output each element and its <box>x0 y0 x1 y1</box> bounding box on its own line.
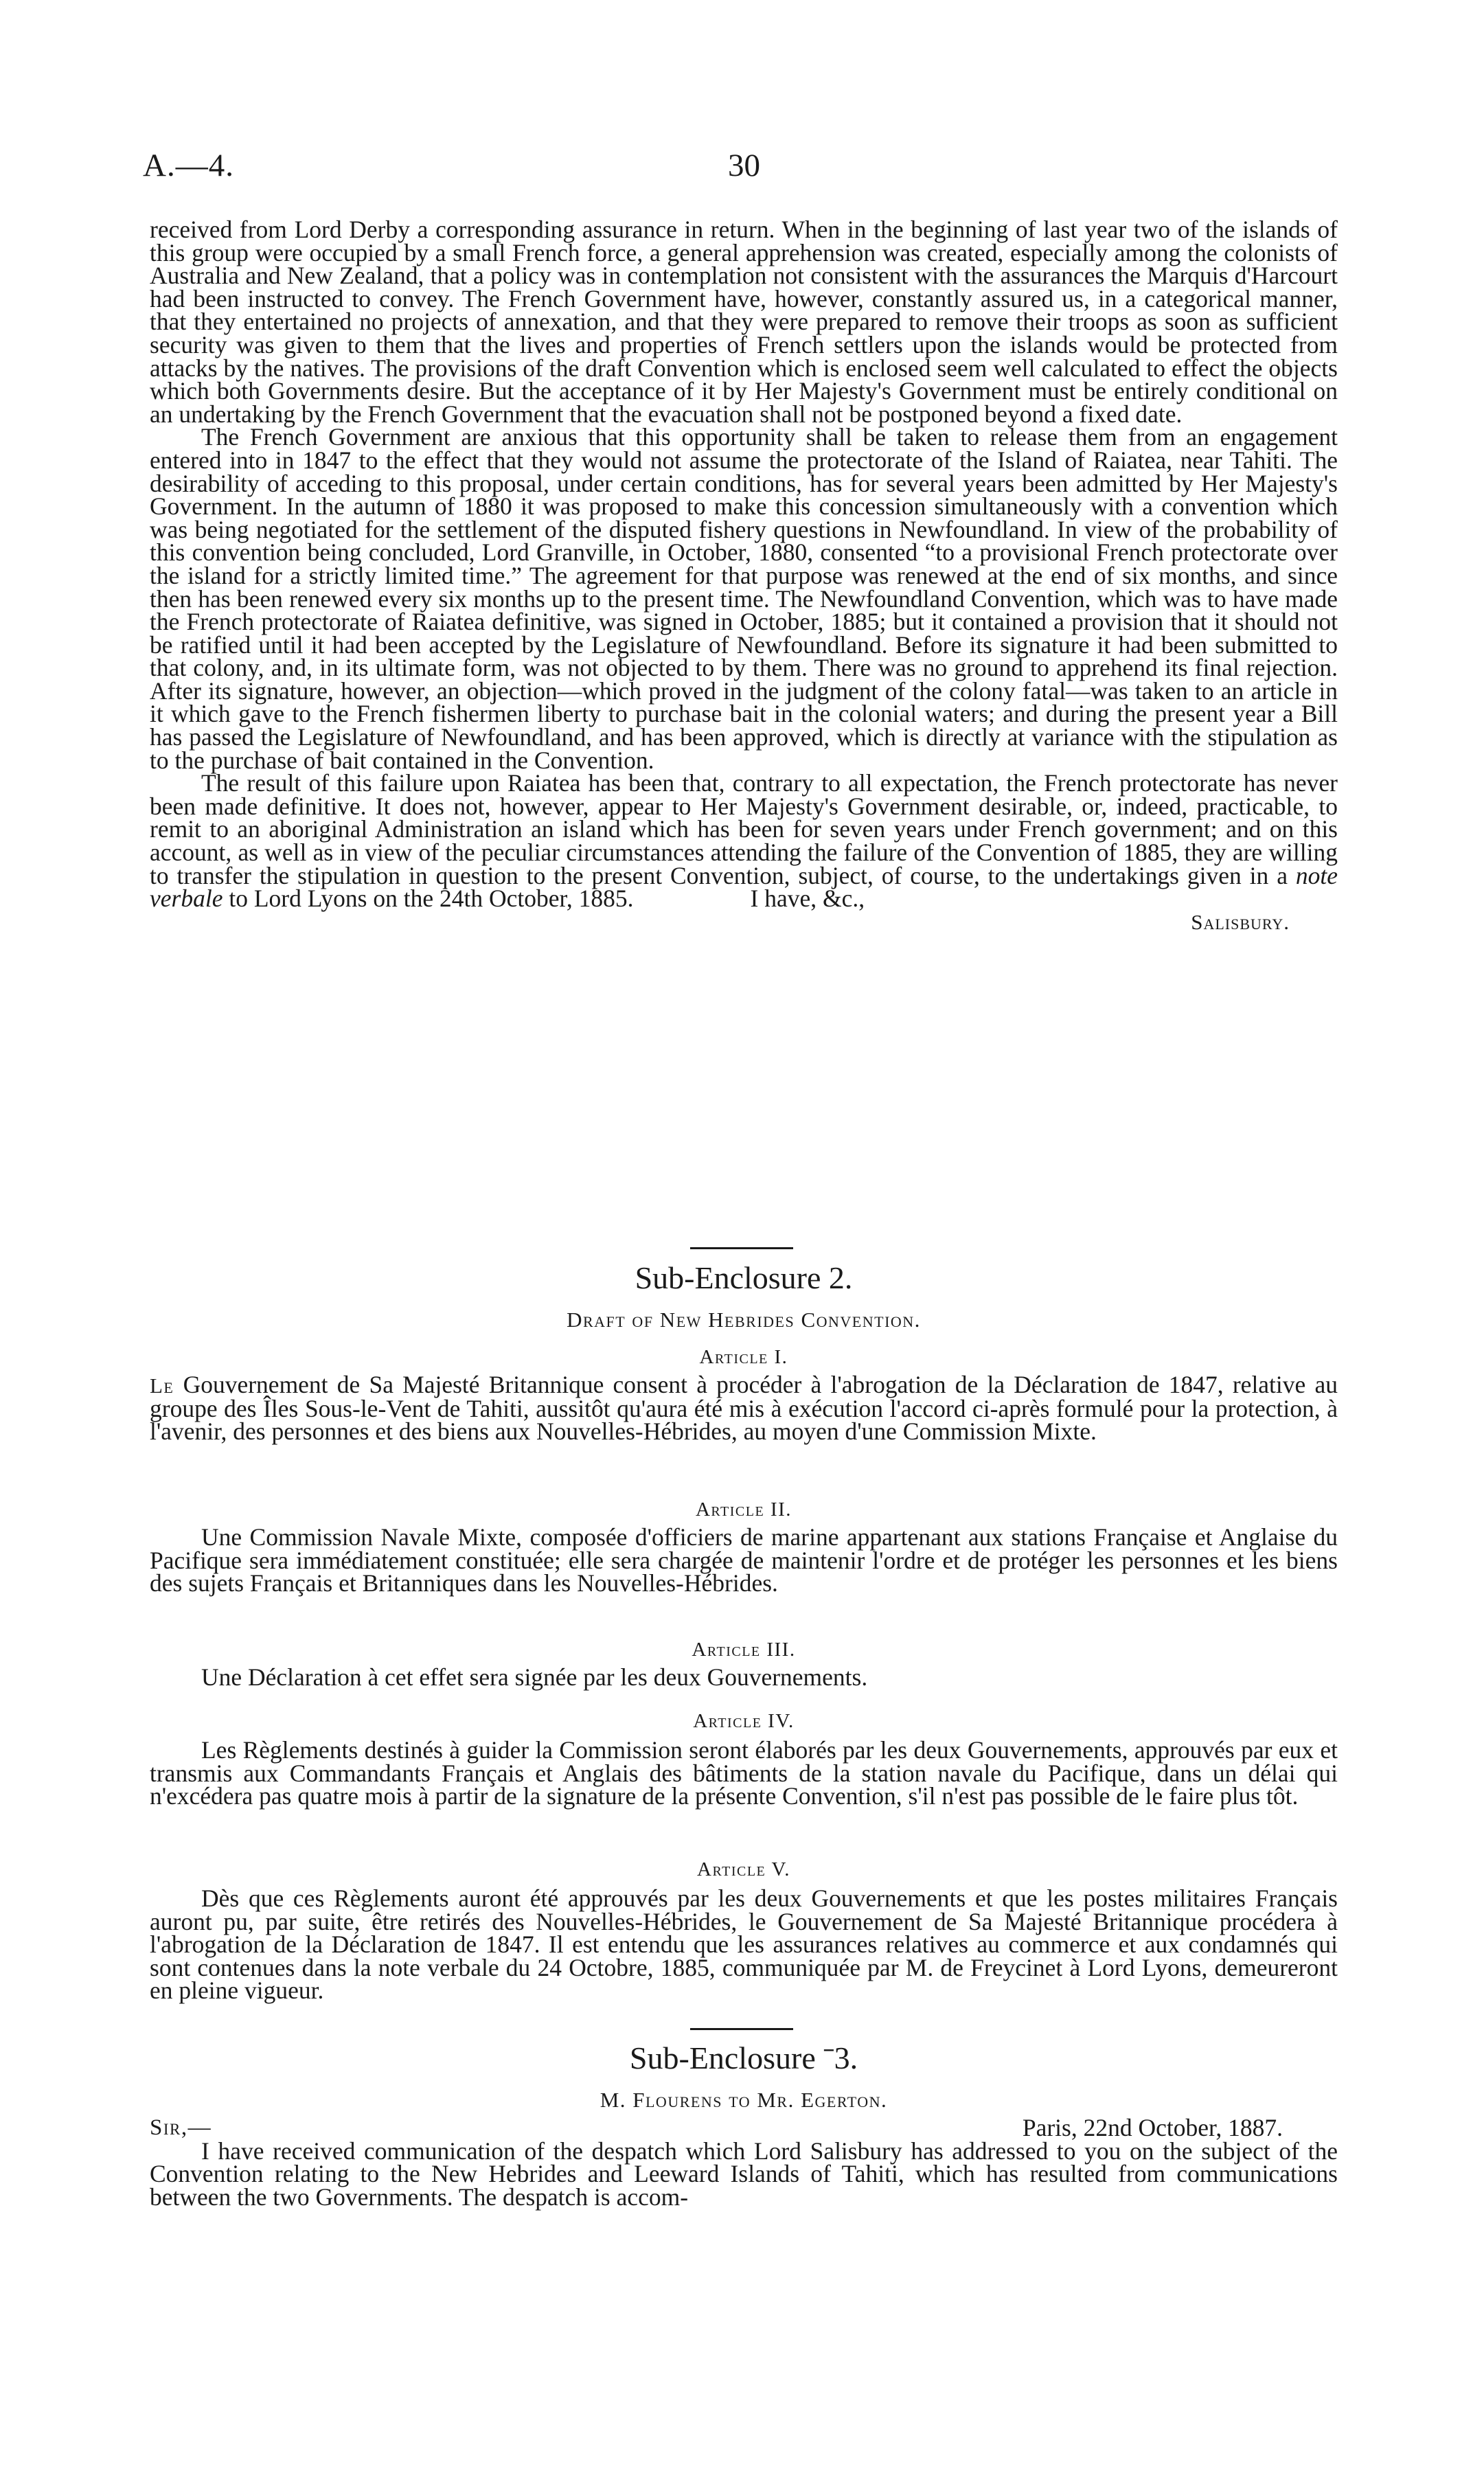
document-reference: A.—4. <box>143 148 234 183</box>
note-verbale-italic: note verbale <box>150 861 1338 913</box>
final-paragraph-end: to Lord Lyons on the 24th October, 1885. <box>229 885 634 913</box>
salutation: Sir,— <box>150 2115 212 2140</box>
article-5-body: Dès que ces Règlements auront été approuvés par les deux Gouvernements et que les postes militaires Français auront pu, par suite, être retirés des Nouvelles-Hébrides, le Gouvernement de Sa Majesté Britannique procédera à l'abrogation de la Déclaration de 1847. Il est entendu que les assurances relatives au commerce et aux condamnés qui sont contenues dans la note verbale du 24 Octobre, 1885, communiquée par M. de Freycinet à Lord Lyons, demeureront en pleine vigueur. <box>150 1885 1338 2005</box>
despatch-paragraph-final <box>150 769 1338 913</box>
letter-paragraph: I have received communication of the despatch which Lord Salisbury has addressed to you on the subject of the Convention relating to the New Hebrides and Leeward Islands of Tahiti, which has resulted from communications between the two Governments. The despatch is accom- <box>150 2137 1338 2211</box>
section-divider <box>690 2028 793 2030</box>
sub-enclosure-3-heading: Sub-Enclosure ˉ3. <box>629 2040 858 2075</box>
article-heading: Article IV. <box>693 1710 795 1732</box>
despatch-body <box>150 218 1338 933</box>
article-1-lead: Le <box>150 1374 174 1398</box>
article-4-body: Les Règlements destinés à guider la Commission seront élaborés par les deux Gouvernements, approuvés par eux et transmis aux Commandants Français et Anglais des bâtiments de la station navale du Pacifique, dans un délai qui n'excédera pas quatre mois à partir de la signature de la présente Convention, s'il n'est pas possible de le faire plus tôt. <box>150 1736 1338 1810</box>
article-1-text <box>150 1371 1338 1446</box>
article-3-text <box>150 1663 1338 1691</box>
article-2-text <box>150 1523 1338 1597</box>
despatch-paragraph: The French Government are anxious that this opportunity shall be taken to release them from an engagement entered into in 1847 to the effect that they would not assume the protectorate of the Island of Raiatea, near Tahiti. The desirability of acceding to this proposal, under certain conditions, has for several years been admitted by Her Majesty's Government. In the autumn of 1880 it was proposed to make this concession simultaneously with a convention which was being negotiated for the settlement of the disputed fishery questions in Newfoundland. In view of the probability of this convention being concluded, Lord Granville, in October, 1880, consented “to a provisional French protectorate over the island for a strictly limited time.” The agreement for that purpose was renewed at the end of six months, and since then has been renewed every six months up to the present time. The Newfoundland Convention, which was to have made the French protectorate of Raiatea definitive, was signed in October, 1885; but it contained a provision that it should not be ratified until it had been accepted by the Legislature of Newfoundland. Before its signature it had been submitted to that colony, and, in its ultimate form, was not objected to by them. There was no ground to apprehend its final rejection. After its signature, however, an objection—which proved in the judgment of the colony fatal—was taken to an article in it which gave to the French fishermen liberty to purchase bait in the colonial waters; and during the present year a Bill has passed the Legislature of Newfoundland, and has been approved, which is directly at variance with the stipulation as to the purchase of bait contained in the Convention. <box>150 423 1338 774</box>
article-heading: Article II. <box>695 1499 792 1521</box>
sub-enclosure-2-heading: Sub-Enclosure 2. <box>635 1260 853 1295</box>
letter-title: M. Flourens to Mr. Egerton. <box>600 2088 888 2112</box>
signature: Salisbury. <box>1191 909 1290 934</box>
despatch-paragraph: received from Lord Derby a corresponding assurance in return. When in the beginning of last year two of the islands of this group were occupied by a small French force, a general apprehension was created, especially among the colonists of Australia and New Zealand, that a policy was in contemplation not consistent with the assurances the Marquis d'Harcourt had been instructed to convey. The French Government have, however, constantly assured us, in a categorical manner, that they entertained no projects of annexation, and that they were prepared to remove their troops as soon as sufficient security was given to them that the lives and properties of French settlers upon the islands would be protected from attacks by the natives. The provisions of the draft Convention which is enclosed seem well calculated to effect the objects which both Governments desire. But the acceptance of it by Her Majesty's Government must be entirely conditional on an undertaking by the French Government that the evacuation shall not be postponed beyond a fixed date. <box>150 216 1338 428</box>
convention-title: Draft of New Hebrides Convention. <box>567 1308 921 1332</box>
dateline: Paris, 22nd October, 1887. <box>1022 2114 1283 2141</box>
article-1-body: Gouvernement de Sa Majesté Britannique consent à procéder à l'abrogation de la Déclaration de 1847, relative au groupe des Îles Sous-le-Vent de Tahiti, aussitôt qu'aura été mis à exécution l'accord ci-après formulé pour la protection, à l'avenir, des personnes et des biens aux Nouvelles-Hébrides, au moyen d'une Commission Mixte. <box>150 1371 1338 1446</box>
article-heading: Article I. <box>699 1346 788 1368</box>
article-2-body: Une Commission Navale Mixte, composée d'officiers de marine appartenant aux stations Française et Anglaise du Pacifique sera immédiatement constituée; elle sera chargée de maintenir l'ordre et de protéger les personnes et les biens des sujets Français et Britanniques dans les Nouvelles-Hébrides. <box>150 1523 1338 1597</box>
closing-formula: I have, &c., <box>750 885 865 913</box>
final-paragraph-text: The result of this failure upon Raiatea has been that, contrary to all expectation, the French protectorate has never been made definitive. It does not, however, appear to Her Majesty's Government desirable, or, indeed, practicable, to remit to an aboriginal Administration an island which has been for seven years under French government; and on this account, as well as in view of the peculiar circumstances attending the failure of the Convention of 1885, they are willing to transfer the stipulation in question to the present Convention, subject, of course, to the undertakings given in a <box>150 769 1338 889</box>
article-heading: Article V. <box>697 1858 790 1880</box>
page-number: 30 <box>728 148 760 183</box>
article-heading: Article III. <box>692 1639 796 1661</box>
article-4-text <box>150 1736 1338 1810</box>
article-3-body: Une Déclaration à cet effet sera signée par les deux Gouvernements. <box>201 1663 868 1691</box>
letter-body <box>150 2114 1338 2211</box>
article-5-text <box>150 1887 1338 2003</box>
section-divider <box>690 1247 793 1249</box>
